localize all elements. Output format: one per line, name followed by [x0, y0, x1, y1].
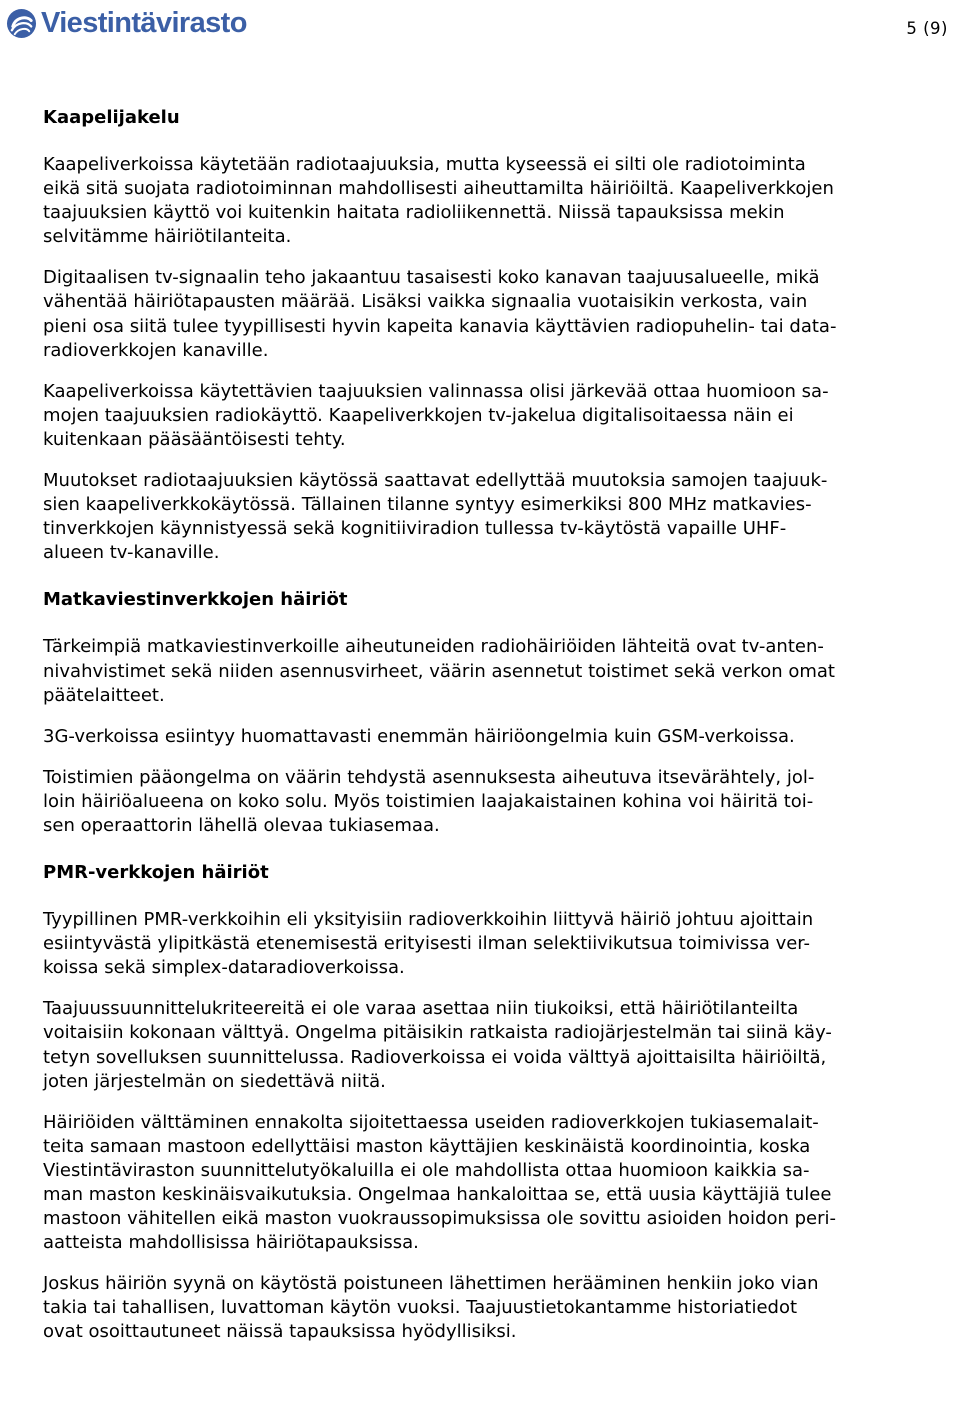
- text-line: eikä sitä suojata radiotoiminnan mahdollisesti aiheuttamilta häiriöiltä. Kaapeliverkkojen: [43, 178, 834, 200]
- text-line: teita samaan mastoon edellyttäisi maston käyttäjien keskinäistä koordinointia, koska: [43, 1135, 811, 1157]
- section-heading: PMR-verkkojen häiriöt: [43, 862, 269, 884]
- text-line: joten järjestelmän on siedettävä niitä.: [43, 1070, 386, 1092]
- text-line: Taajuussuunnittelukriteereitä ei ole varaa asettaa niin tiukoiksi, että häiriötilanteilta: [43, 998, 799, 1020]
- text-line: esiintyvästä ylipitkästä etenemisestä erityisesti ilman selektiivikutsua toimivissa ver-: [43, 933, 811, 955]
- paragraph: [43, 380, 958, 452]
- text-line: ovat osoittautuneet näissä tapauksissa hyödyllisiksi.: [43, 1321, 517, 1343]
- viestintavirasto-logo: [6, 6, 247, 40]
- text-line: Joskus häiriön syynä on käytöstä poistuneen lähettimen herääminen henkiin joko vian: [43, 1273, 819, 1295]
- page-number: 5 (9): [906, 19, 948, 38]
- text-line: koissa sekä simplex-dataradioverkoissa.: [43, 957, 405, 979]
- document-body: [43, 106, 958, 1345]
- paragraph: [43, 635, 958, 707]
- paragraph: [43, 725, 958, 749]
- logo-swirl-icon: [6, 8, 37, 39]
- text-line: mastoon vähitellen eikä maston vuokraussopimuksissa ole sovittu asioiden hoidon peri-: [43, 1208, 836, 1230]
- text-line: Toistimien pääongelma on väärin tehdystä asennuksesta aiheutuva itsevärähtely, jol-: [43, 766, 815, 788]
- section-heading: Kaapelijakelu: [43, 107, 180, 128]
- text-line: takia tai tahallisen, luvattoman käytön vuoksi. Taajuustietokantamme historiatiedot: [43, 1297, 798, 1319]
- text-line: tinverkkojen käynnistyessä sekä kognitiiviradion tullessa tv-käytöstä vapaille UHF-: [43, 518, 787, 540]
- paragraph: [43, 153, 958, 249]
- text-line: pieni osa siitä tulee tyypillisesti hyvin kapeita kanavia käyttävien radiopuhelin- tai data-: [43, 315, 837, 337]
- paragraph: [43, 766, 958, 838]
- text-line: 3G-verkoissa esiintyy huomattavasti enemmän häiriöongelmia kuin GSM-verkoissa.: [43, 725, 795, 747]
- text-line: vähentää häiriötapausten määrää. Lisäksi vaikka signaalia vuotaisikin verkosta, vain: [43, 291, 808, 313]
- text-line: Kaapeliverkoissa käytetään radiotaajuuksia, mutta kyseessä ei silti ole radiotoiminta: [43, 154, 806, 175]
- text-line: nivahvistimet sekä niiden asennusvirheet, väärin asennetut toistimet sekä verkon omat: [43, 660, 835, 682]
- text-line: Muutokset radiotaajuuksien käytössä saattavat edellyttää muutoksia samojen taajuuk-: [43, 470, 828, 492]
- text-line: selvitämme häiriötilanteita.: [43, 226, 292, 248]
- text-line: loin häiriöalueena on koko solu. Myös toistimien laajakaistainen kohina voi häiritä toi-: [43, 790, 814, 812]
- text-line: man maston keskinäisvaikutuksia. Ongelmaa hankaloittaa se, että uusia käyttäjiä tulee: [43, 1184, 832, 1205]
- paragraph: [43, 266, 958, 362]
- text-line: tetyn sovelluksen suunnittelussa. Radioverkoissa ei voida välttyä ajoittaisilta häiriöiltä,: [43, 1046, 827, 1068]
- paragraph: [43, 469, 958, 565]
- page-header: [6, 6, 948, 40]
- text-line: mojen taajuuksien radiokäyttö. Kaapeliverkkojen tv-jakelua digitalisoitaessa näin ei: [43, 404, 794, 426]
- text-line: Häiriöiden välttäminen ennakolta sijoitettaessa useiden radioverkkojen tukiasemalait-: [43, 1111, 819, 1133]
- text-line: kuitenkaan pääsääntöisesti tehty.: [43, 428, 346, 450]
- text-line: taajuuksien käyttö voi kuitenkin haitata radioliikennettä. Niissä tapauksissa mekin: [43, 202, 785, 224]
- paragraph: [43, 997, 958, 1093]
- paragraph: [43, 1111, 958, 1256]
- text-line: Tyypillinen PMR-verkkoihin eli yksityisiin radioverkkoihin liittyvä häiriö johtuu ajoittain: [43, 909, 814, 931]
- text-line: Digitaalisen tv-signaalin teho jakaantuu tasaisesti koko kanavan taajuusalueelle, mikä: [43, 267, 820, 289]
- text-line: alueen tv-kanaville.: [43, 542, 220, 564]
- text-line: Kaapeliverkoissa käytettävien taajuuksien valinnassa olisi järkevää ottaa huomioon sa-: [43, 380, 829, 402]
- text-line: sen operaattorin lähellä olevaa tukiasemaa.: [43, 814, 440, 836]
- text-line: radioverkkojen kanaville.: [43, 339, 269, 361]
- text-line: Viestintäviraston suunnittelutyökaluilla ei ole mahdollista ottaa huomioon kaikkia sa-: [43, 1159, 810, 1181]
- section-heading: Matkaviestinverkkojen häiriöt: [43, 589, 348, 611]
- text-line: aatteista mahdollisissa häiriötapauksissa.: [43, 1232, 419, 1254]
- paragraph: [43, 908, 958, 980]
- paragraph: [43, 1272, 958, 1344]
- logo-text: Viestintävirasto: [41, 7, 247, 39]
- text-line: päätelaitteet.: [43, 684, 165, 706]
- text-line: sien kaapeliverkkokäytössä. Tällainen tilanne syntyy esimerkiksi 800 MHz matkavies-: [43, 494, 812, 516]
- text-line: Tärkeimpiä matkaviestinverkoille aiheutuneiden radiohäiriöiden lähteitä ovat tv-anten-: [43, 636, 824, 658]
- text-line: voitaisiin kokonaan välttyä. Ongelma pitäisikin ratkaista radiojärjestelmän tai siinä käy-: [43, 1022, 832, 1044]
